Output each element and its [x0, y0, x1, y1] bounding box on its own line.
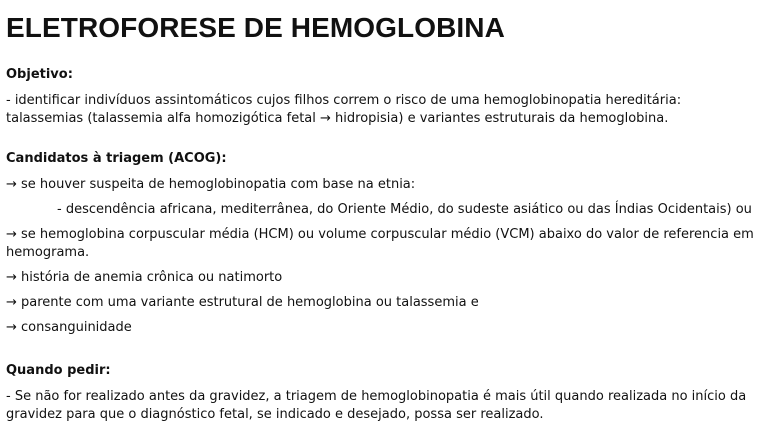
objetivo-text: - identificar indivíduos assintomáticos cujos filhos correm o risco de uma hemoglobinopatia hereditária: talassemias (talassemia alfa homozigótica fetal → hidropisia) e variantes estruturais da hemoglobina.	[6, 93, 682, 126]
quando-text: - Se não for realizado antes da gravidez, a triagem de hemoglobinopatia é mais útil quando realizada no início da gravidez para que o diagnóstico fetal, se indicado e desejado, possa ser realizado.	[6, 389, 747, 422]
page-title: ELETROFORESE DE HEMOGLOBINA	[6, 12, 505, 43]
candidatos-item-parente: → parente com uma variante estrutural de hemoglobina ou talassemia e	[6, 295, 479, 310]
candidatos-heading: Candidatos à triagem (ACOG):	[6, 151, 227, 166]
candidatos-item-consanguinidade: → consanguinidade	[6, 320, 132, 335]
candidatos-item-etnia: → se houver suspeita de hemoglobinopatia com base na etnia:	[6, 177, 416, 192]
objetivo-heading: Objetivo:	[6, 67, 73, 82]
candidatos-item-descendencia: - descendência africana, mediterrânea, do Oriente Médio, do sudeste asiático ou das Índias Ocidentais) ou	[57, 202, 752, 217]
candidatos-item-hcm-vcm: → se hemoglobina corpuscular média (HCM) ou volume corpuscular médio (VCM) abaixo do valor de referencia em hemograma.	[6, 227, 754, 260]
candidatos-item-anemia: → história de anemia crônica ou natimorto	[6, 270, 283, 285]
quando-heading: Quando pedir:	[6, 363, 111, 378]
